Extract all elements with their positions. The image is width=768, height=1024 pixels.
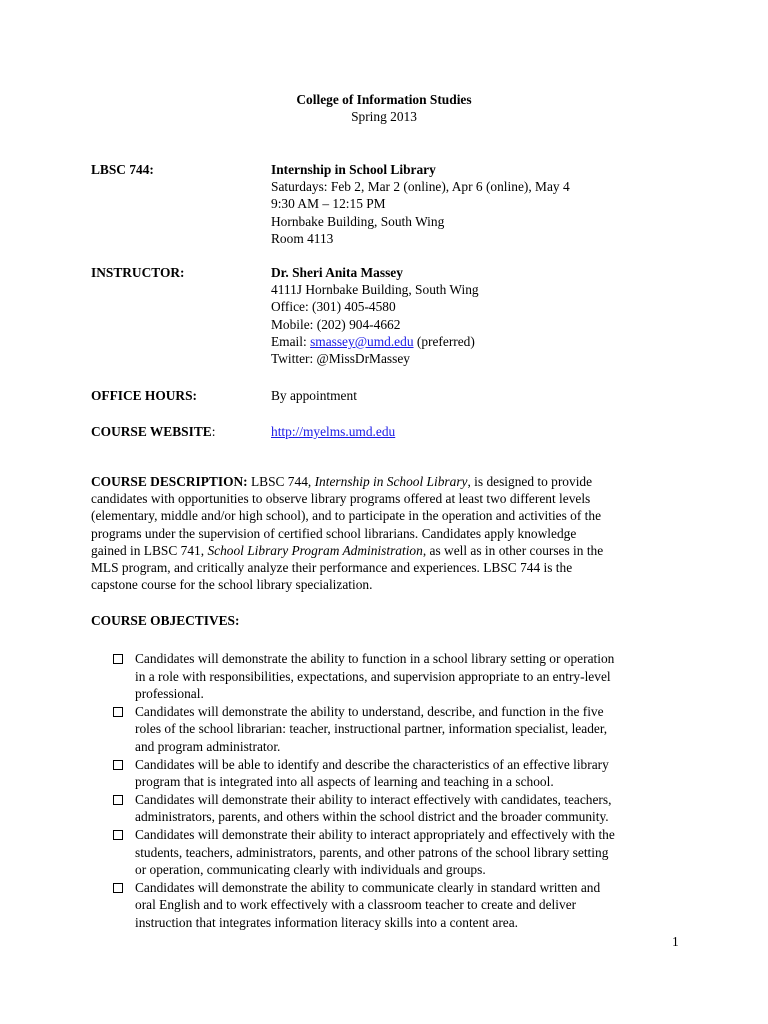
description-text: , as well as in other courses in the <box>422 542 604 558</box>
office-hours-label: OFFICE HOURS: <box>91 388 198 403</box>
instructor-twitter: Twitter: @MissDrMassey <box>271 350 410 366</box>
term: Spring 2013 <box>351 109 417 124</box>
objective-item <box>91 703 691 756</box>
description-line: (elementary, middle and/or high school), and to participate in the operation and activities of the <box>91 508 602 524</box>
objective-line: in a role with responsibilities, expectations, and supervision appropriate to an entry-level <box>135 668 611 684</box>
objective-line: professional. <box>135 686 204 702</box>
checkbox-square-icon <box>113 883 123 893</box>
description-heading: COURSE DESCRIPTION: <box>91 474 248 489</box>
objective-line: roles of the school librarian: teacher, instructional partner, information specialist, leader, <box>135 721 608 737</box>
email-link[interactable]: smassey@umd.edu <box>310 333 414 349</box>
email-suffix: (preferred) <box>413 333 475 349</box>
instructor-details <box>271 264 479 367</box>
checkbox-square-icon <box>113 830 123 840</box>
description-text: , is designed to provide <box>467 474 593 489</box>
checkbox-square-icon <box>113 760 123 770</box>
objective-line: administrators, parents, and others within the school district and the broader community. <box>135 809 609 825</box>
instructor-mobile-phone: Mobile: (202) 904-4662 <box>271 316 401 332</box>
objective-line: Candidates will demonstrate the ability to understand, describe, and function in the five <box>135 703 604 719</box>
website-label <box>91 423 215 440</box>
objective-line: students, teachers, administrators, parents, and other patrons of the school library setting <box>135 844 609 860</box>
objective-line: Candidates will demonstrate their ability to interact appropriately and effectively with the <box>135 826 615 842</box>
checkbox-square-icon <box>113 654 123 664</box>
description-text: LBSC 744, <box>247 474 315 489</box>
instructor-office-location: 4111J Hornbake Building, South Wing <box>271 282 479 298</box>
checkbox-square-icon <box>113 707 123 717</box>
course-room: Room 4113 <box>271 230 334 246</box>
objective-line: program that is integrated into all aspects of learning and teaching in a school. <box>135 774 554 790</box>
website-link[interactable]: http://myelms.umd.edu <box>271 424 396 439</box>
description-related-course: School Library Program Administration <box>207 542 423 558</box>
objectives-heading: COURSE OBJECTIVES: <box>91 613 240 628</box>
objectives-list <box>91 650 691 932</box>
objective-item <box>91 791 691 826</box>
college-title: College of Information Studies <box>296 92 472 107</box>
objective-item <box>91 879 691 932</box>
website-label-colon: : <box>211 424 216 439</box>
description-line <box>91 542 681 559</box>
description-line: programs under the supervision of certified school librarians. Candidates apply knowledge <box>91 525 577 541</box>
objective-item <box>91 756 691 791</box>
instructor-label: INSTRUCTOR: <box>91 265 185 280</box>
description-line: candidates with opportunities to observe library programs offered at least two different levels <box>91 491 591 507</box>
objective-item <box>91 826 691 879</box>
course-building: Hornbake Building, South Wing <box>271 213 445 229</box>
website-label-text: COURSE WEBSITE <box>91 424 212 439</box>
course-title: Internship in School Library <box>271 162 436 177</box>
course-label: LBSC 744: <box>91 162 154 177</box>
objective-line: Candidates will be able to identify and describe the characteristics of an effective library <box>135 756 609 772</box>
description-course-title: Internship in School Library <box>314 474 468 489</box>
page-number: 1 <box>672 934 679 949</box>
office-hours-value: By appointment <box>271 388 357 403</box>
objective-item <box>91 650 691 703</box>
course-description <box>91 473 681 593</box>
instructor-name: Dr. Sheri Anita Massey <box>271 265 403 280</box>
website-value <box>271 423 395 440</box>
course-time: 9:30 AM – 12:15 PM <box>271 196 386 212</box>
objective-line: and program administrator. <box>135 738 281 754</box>
description-line: capstone course for the school library specialization. <box>91 577 373 593</box>
instructor-office-phone: Office: (301) 405-4580 <box>271 299 396 315</box>
course-details <box>271 161 570 247</box>
objective-line: instruction that integrates information literacy skills into a content area. <box>135 914 519 930</box>
instructor-email-line <box>271 333 479 350</box>
checkbox-square-icon <box>113 795 123 805</box>
description-text: gained in LBSC 741, <box>91 542 208 558</box>
objective-line: Candidates will demonstrate their ability to interact effectively with candidates, teachers, <box>135 791 612 807</box>
objective-line: or operation, communicating clearly with individuals and groups. <box>135 862 486 878</box>
description-line: MLS program, and critically analyze their performance and experiences. LBSC 744 is the <box>91 559 573 575</box>
objective-line: oral English and to work effectively with a classroom teacher to create and deliver <box>135 897 577 913</box>
description-line <box>91 473 681 490</box>
objective-line: Candidates will demonstrate the ability to function in a school library setting or operation <box>135 651 615 666</box>
course-schedule: Saturdays: Feb 2, Mar 2 (online), Apr 6 (online), May 4 <box>271 179 570 195</box>
objective-line: Candidates will demonstrate the ability to communicate clearly in standard written and <box>135 879 601 895</box>
email-prefix: Email: <box>271 333 311 349</box>
